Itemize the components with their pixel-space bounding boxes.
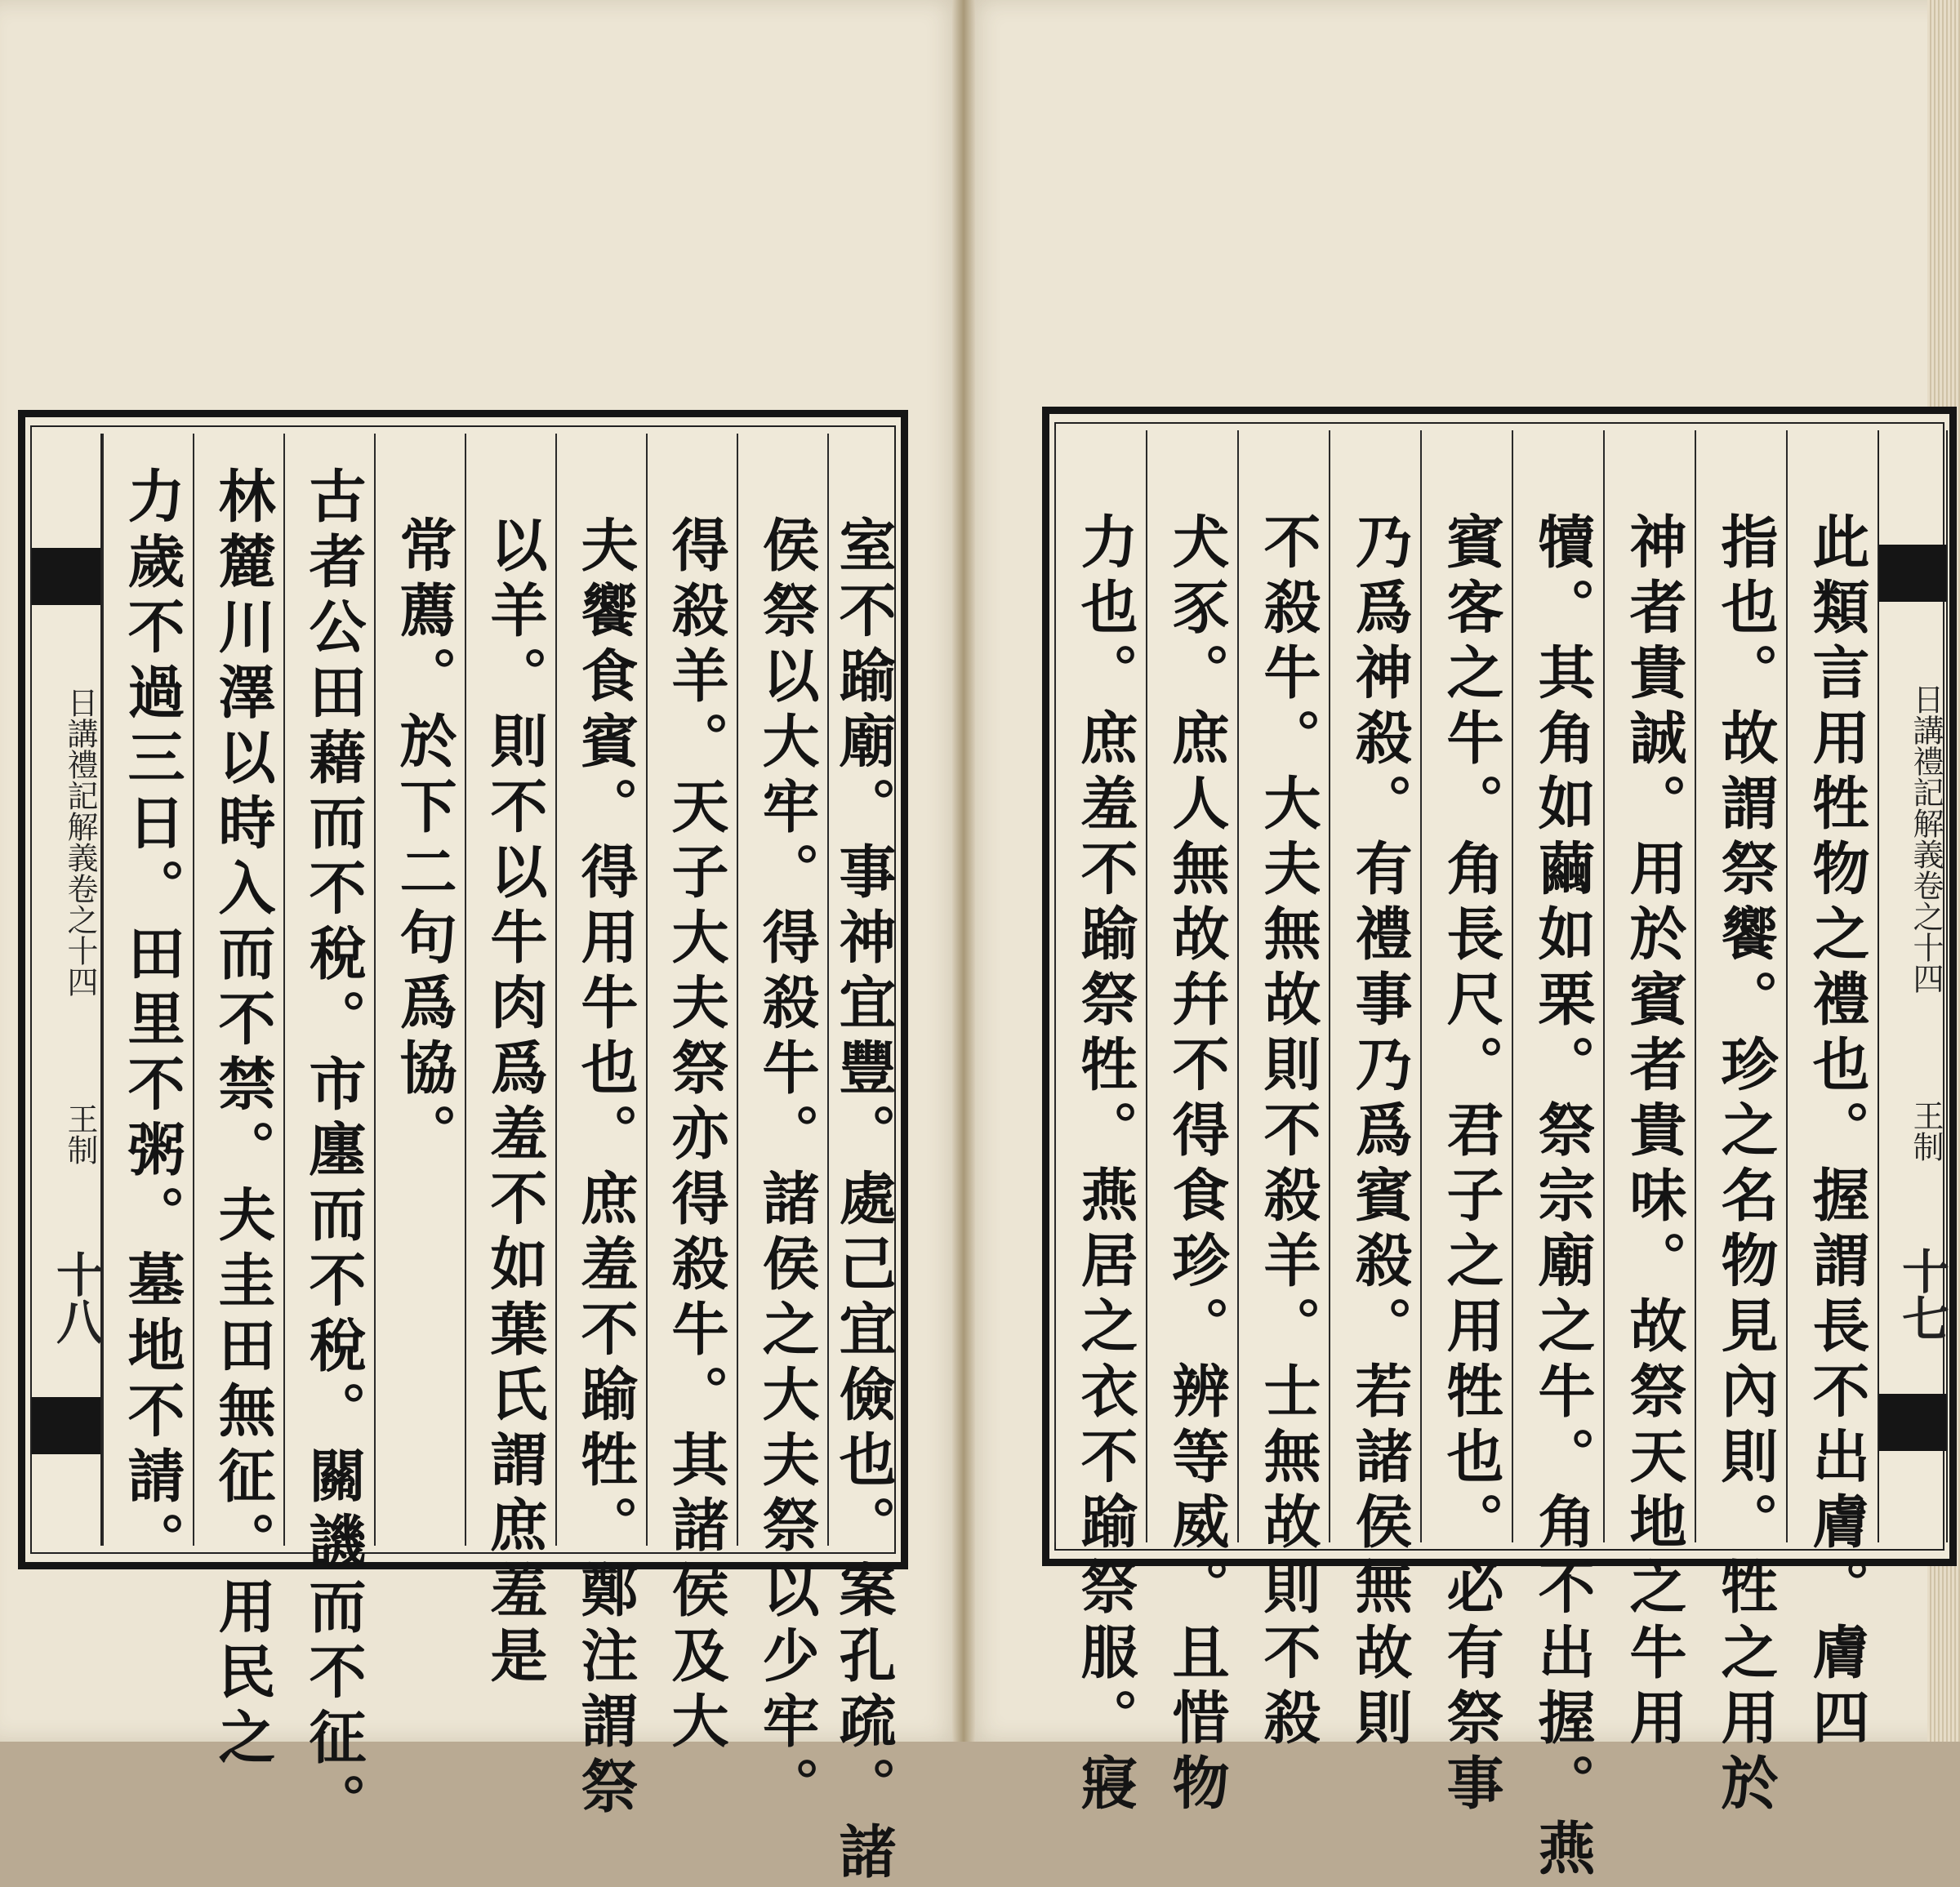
right-center-band xyxy=(1878,430,1948,1542)
right-column-2 xyxy=(1695,430,1786,1818)
column-text: 賓客之牛。角長尺。君子之用牲也。必有祭事 xyxy=(1437,512,1505,1818)
column-text: 得殺羊。天子大夫祭亦得殺牛。其諸侯及大 xyxy=(662,515,730,1756)
book-gutter xyxy=(952,0,975,1742)
column-text: 犬豕。庶人無故幷不得食珍。辨等威。且惜物 xyxy=(1163,512,1231,1818)
column-text: 力也。庶羞不踰祭牲。燕居之衣不踰祭服。寢 xyxy=(1071,512,1139,1818)
right-column-9 xyxy=(1054,430,1146,1818)
column-text: 指也。故謂祭饗。珍之名物見內則。牲之用於 xyxy=(1712,512,1780,1818)
left-text-frame xyxy=(18,410,908,1887)
column-text: 乃爲神殺。有禮事乃爲賓殺。若諸侯無故則 xyxy=(1346,512,1414,1753)
column-text: 以羊。則不以牛肉爲羞不如葉氏謂庶羞是 xyxy=(481,515,549,1691)
right-column-8 xyxy=(1146,430,1237,1818)
right-fish-tail-top xyxy=(1879,545,1946,602)
column-text: 犢。其角如繭如栗。祭宗廟之牛。角不出握。燕 xyxy=(1529,512,1597,1884)
right-column-1 xyxy=(1786,430,1878,1753)
right-folio-number: 十七 xyxy=(1894,1247,1949,1342)
column-text: 此類言用牲物之禮也。握謂長不出膚。膚四 xyxy=(1803,512,1871,1753)
right-column-3 xyxy=(1603,430,1695,1753)
left-column-8 xyxy=(193,434,283,1773)
column-text: 常薦。於下二句爲協。 xyxy=(390,515,458,1168)
right-column-4 xyxy=(1512,430,1603,1884)
right-volume-label: 日講禮記解義卷之十四 xyxy=(1908,683,1944,994)
left-chapter-label: 王制 xyxy=(62,1103,98,1165)
column-text: 古者公田藉而不稅。市廛而不稅。關譏而不征。 xyxy=(300,466,368,1838)
column-text: 侯祭以大牢。得殺牛。諸侯之大夫祭以少牢。 xyxy=(753,515,821,1822)
left-volume-label: 日講禮記解義卷之十四 xyxy=(62,687,98,997)
column-text: 室不踰廟。事神宜豐。處己宜儉也。案孔疏。諸 xyxy=(830,515,898,1887)
right-fish-tail-bottom xyxy=(1879,1394,1946,1451)
left-column-9 xyxy=(102,434,193,1577)
left-center-band xyxy=(30,434,102,1546)
column-text: 神者貴誠。用於賓者貴味。故祭天地之牛用 xyxy=(1620,512,1688,1753)
left-column-2 xyxy=(737,434,827,1822)
left-fish-tail-top xyxy=(32,548,100,605)
left-column-7 xyxy=(283,434,374,1838)
left-fish-tail-bottom xyxy=(32,1397,100,1454)
column-text: 夫饗食賓。得用牛也。庶羞不踰牲。鄭注謂祭 xyxy=(572,515,639,1822)
column-text: 林麓川澤以時入而不禁。夫圭田無征。用民之 xyxy=(209,466,277,1773)
left-column-1 xyxy=(827,434,904,1887)
left-column-3 xyxy=(646,434,737,1756)
left-column-6 xyxy=(374,434,465,1546)
right-column-6 xyxy=(1329,430,1420,1753)
left-column-5 xyxy=(465,434,555,1691)
column-text: 力歲不過三日。田里不粥。墓地不請。 xyxy=(118,466,186,1577)
right-column-5 xyxy=(1420,430,1512,1818)
column-text: 不殺牛。大夫無故則不殺羊。士無故則不殺 xyxy=(1254,512,1322,1753)
right-chapter-label: 王制 xyxy=(1908,1100,1944,1162)
right-text-frame xyxy=(1042,407,1957,1884)
right-column-7 xyxy=(1237,430,1329,1753)
left-column-4 xyxy=(555,434,646,1822)
left-folio-number: 十八 xyxy=(48,1250,104,1345)
